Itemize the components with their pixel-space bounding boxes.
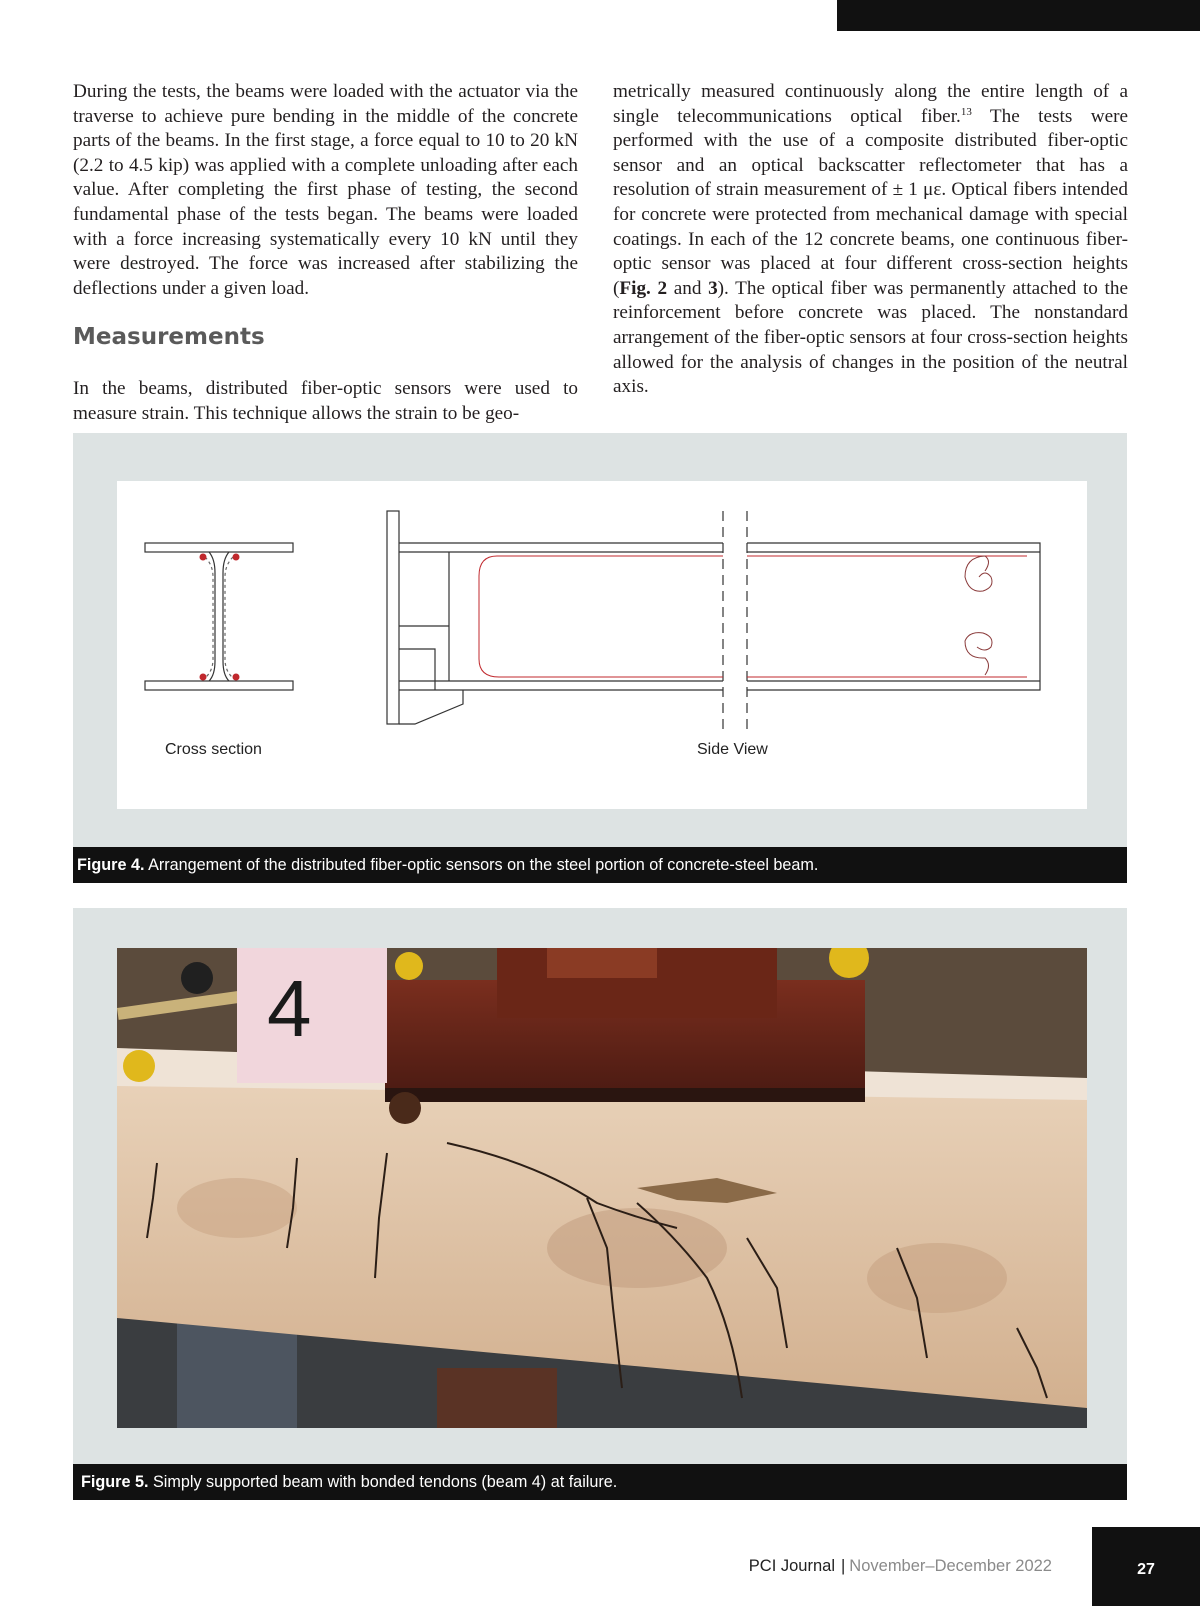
figure-4-caption — [73, 847, 1127, 883]
caption-text: Arrangement of the distributed fiber-optic sensors on the steel portion of concrete-steel beam. — [144, 856, 819, 874]
paragraph — [613, 80, 1128, 400]
beam-number: 4 — [267, 964, 312, 1053]
figure-5-caption — [73, 1464, 1127, 1500]
figure-5-panel — [73, 908, 1127, 1464]
text-run: ). The optical fiber was permanently attached to the reinforcement before concrete was placed. The nonstandard arrangement of the fiber-optic sensors at four cross-section heights allowed for the analysis of changes in the position of the neutral axis. — [613, 277, 1128, 398]
text-run: and — [667, 277, 709, 299]
beam-failure-photo — [117, 948, 1087, 1428]
beam-number-sign — [237, 948, 387, 1083]
left-column — [73, 80, 578, 427]
caption-label: Figure 4. — [77, 856, 145, 874]
figure-reference: 3 — [708, 277, 718, 299]
sensor-arrangement-diagram — [117, 481, 1087, 809]
page-footer — [749, 1557, 1052, 1576]
header-bar — [837, 0, 1200, 31]
text-run: The tests were performed with the use of a composite distributed fiber-optic sensor and an optical backscatter reflectometer that has a resolution of strain measurement of ± 1 με. Optical fibers intended for concrete were protected from mechanical damage with special coatings. In each of the 12 concrete beams, one continuous fiber-optic sensor was placed at four different cross-section heights ( — [613, 105, 1128, 299]
figure-4-panel — [73, 433, 1127, 847]
issue-date: November–December 2022 — [849, 1557, 1052, 1575]
paragraph: During the tests, the beams were loaded with the actuator via the traverse to achieve pure bending in the middle of the concrete parts of the beams. In the first stage, a force equal to 10 to 20 kN (2.2 to 4.5 kip) was applied with a complete unloading after each value. After completing the first phase of testing, the second fundamental phase of the tests began. The beams were loaded with a force increasing systematically every 10 kN until they were destroyed. The force was increased after stabilizing the deflections under a given load. — [73, 81, 578, 299]
label-cross-section: Cross section — [165, 741, 262, 758]
figure-reference: Fig. 2 — [619, 277, 668, 299]
paragraph: In the beams, distributed fiber-optic sensors were used to measure strain. This technique allows the strain to be geo- — [73, 378, 578, 424]
reference-number: 13 — [960, 105, 972, 118]
label-side-view: Side View — [697, 741, 768, 758]
section-heading: Measurements — [73, 324, 265, 351]
side-view-drawing — [387, 511, 1040, 731]
figure-5-photo — [117, 948, 1087, 1428]
fiber-paths — [479, 556, 1027, 677]
right-column — [613, 80, 1128, 400]
sensor-points — [200, 554, 240, 681]
cross-section-drawing — [145, 543, 293, 690]
text-run: metrically measured continuously along the entire length of a single telecommunications optical fiber. — [613, 81, 1128, 127]
caption-label: Figure 5. — [81, 1473, 149, 1491]
figure-4-drawing — [117, 481, 1087, 809]
page-number: 27 — [1092, 1527, 1200, 1606]
footer-separator: | — [841, 1557, 846, 1575]
caption-text: Simply supported beam with bonded tendons (beam 4) at failure. — [148, 1473, 618, 1491]
journal-name: PCI Journal — [748, 1557, 835, 1575]
